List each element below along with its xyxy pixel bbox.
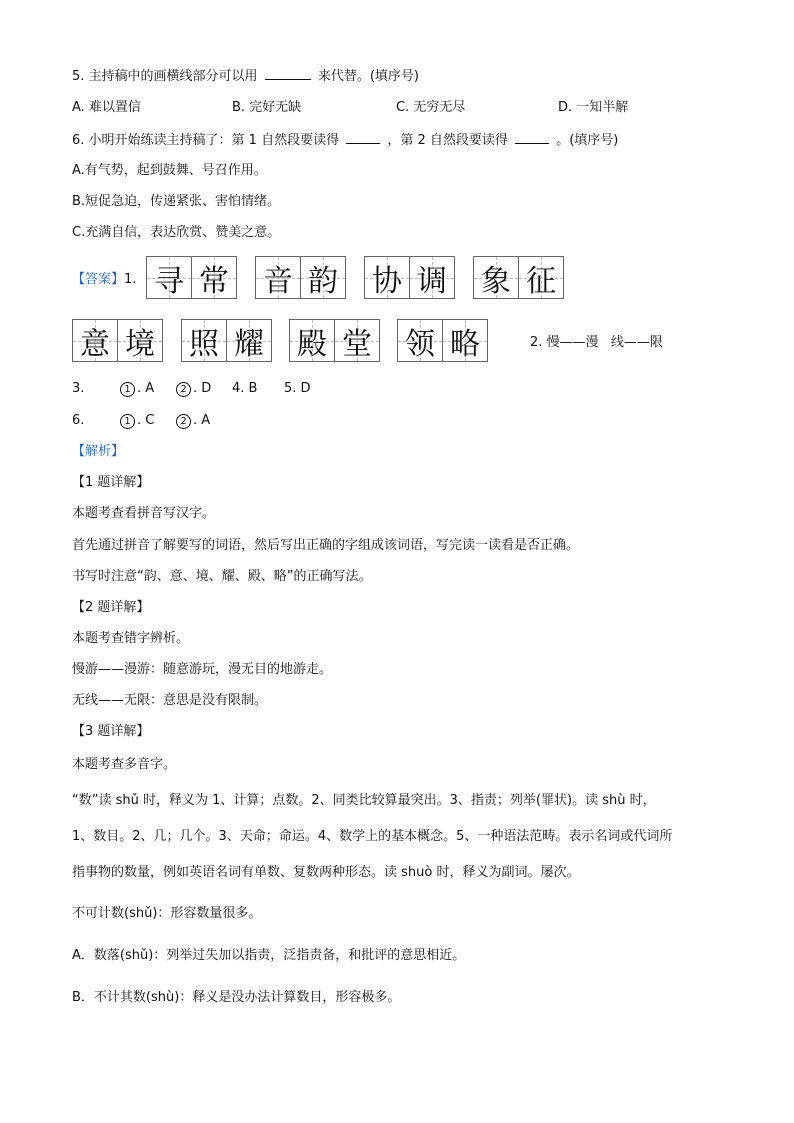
answer-word-6 (181, 319, 272, 362)
char-cell: 领 (398, 320, 443, 361)
answer-q4: 4. B (232, 381, 258, 396)
char-cell: 调 (410, 257, 454, 298)
q5-option-b: B. 完好无缺 (232, 100, 302, 115)
analysis-s3-line: A．数落(shǔ)：列举过失加以指责，泛指责备，和批评的意思相近。 (72, 948, 466, 963)
answer-word-3 (364, 256, 455, 299)
circled-number: 2 (176, 382, 191, 397)
answer-q6-prefix: 6. (72, 413, 85, 428)
analysis-s2-line: 本题考查错字辨析。 (72, 631, 190, 646)
analysis-s3-line: 指事物的数量，例如英语名词有单数、复数两种形态。读 shuò 时，释义为副词。屡次。 (72, 865, 580, 880)
q5-stem (72, 67, 419, 86)
q5-stem-b: 来代替。(填序号) (317, 69, 419, 84)
answer-q2: 2. 慢——漫 线——限 (530, 335, 663, 350)
answer-word-1 (146, 256, 237, 299)
answer-q6-item-2: 2 . A (176, 412, 210, 430)
answer-q6-item-1: 1 . C (120, 412, 154, 430)
char-cell: 境 (118, 320, 162, 361)
q6-stem-c: 。(填序号) (556, 133, 619, 148)
char-cell: 音 (256, 257, 301, 298)
analysis-s2-title: 【2 题详解】 (72, 600, 150, 615)
analysis-s1-line: 首先通过拼音了解要写的词语，然后写出正确的字组成该词语，写完读一读看是否正确。 (72, 538, 580, 553)
char-cell: 堂 (335, 320, 379, 361)
q5-option-d: D. 一知半解 (558, 100, 629, 115)
analysis-s1-title: 【1 题详解】 (72, 475, 150, 490)
answer-q1-prefix: 1. (124, 272, 137, 287)
analysis-s1-line: 本题考查看拼音写汉字。 (72, 506, 216, 521)
q6-option-c: C.充满自信，表达欣赏、赞美之意。 (72, 225, 281, 240)
answer-word-8 (397, 319, 488, 362)
q5-option-c: C. 无穷无尽 (396, 100, 466, 115)
analysis-tag: 【解析】 (72, 444, 125, 459)
char-cell: 协 (365, 257, 410, 298)
analysis-s1-line: 书写时注意“韵、意、境、耀、殿、略”的正确写法。 (72, 569, 372, 584)
analysis-s3-line: B．不计其数(shù)：释义是没办法计算数目，形容极多。 (72, 990, 401, 1005)
answer-q5: 5. D (284, 381, 311, 396)
analysis-s3-title: 【3 题详解】 (72, 724, 150, 739)
q6-option-a: A.有气势，起到鼓舞、号召作用。 (72, 163, 267, 178)
char-cell: 韵 (301, 257, 345, 298)
answer-q3-item-2: 2 . D (176, 380, 211, 398)
char-cell: 征 (519, 257, 563, 298)
answer-heading (72, 271, 136, 289)
q6-blank-1 (346, 131, 380, 144)
answer-q3-item-1: 1 . A (120, 380, 154, 398)
char-cell: 耀 (227, 320, 271, 361)
q6-option-b: B.短促急迫，传递紧张、害怕情绪。 (72, 194, 281, 209)
analysis-s3-line: 不可计数(shǔ)：形容数量很多。 (72, 906, 262, 921)
q6-blank-2 (515, 131, 549, 144)
answer-word-5 (72, 319, 163, 362)
q5-option-a: A. 难以置信 (72, 100, 141, 115)
circled-number: 1 (120, 414, 135, 429)
q6-stem (72, 131, 618, 150)
q5-blank (265, 67, 311, 80)
analysis-s2-line: 无线——无限：意思是没有限制。 (72, 693, 268, 708)
char-cell: 照 (182, 320, 227, 361)
answer-q3-prefix: 3. (72, 381, 85, 396)
answer-word-7 (289, 319, 380, 362)
q6-stem-a: 6. 小明开始练读主持稿了：第 1 自然段要读得 (72, 133, 340, 148)
answer-tag: 【答案】 (72, 272, 125, 287)
circled-number: 2 (176, 414, 191, 429)
char-cell: 象 (474, 257, 519, 298)
analysis-s3-line: 本题考查多音字。 (72, 757, 177, 772)
char-cell: 略 (443, 320, 487, 361)
char-cell: 殿 (290, 320, 335, 361)
analysis-s3-line: 1、数目。2、几；几个。3、天命；命运。4、数学上的基本概念。5、一种语法范畴。表示名词或代词所 (72, 829, 673, 844)
char-cell: 常 (192, 257, 236, 298)
analysis-s3-line: “数”读 shǔ 时，释义为 1、计算；点数。2、同类比较算最突出。3、指责；列举(罪状)。读 shù 时， (72, 793, 656, 808)
answer-word-2 (255, 256, 346, 299)
answer-word-4 (473, 256, 564, 299)
analysis-s2-line: 慢游——漫游：随意游玩，漫无目的地游走。 (72, 662, 333, 677)
char-cell: 意 (73, 320, 118, 361)
q6-stem-b: ，第 2 自然段要读得 (387, 133, 508, 148)
char-cell: 寻 (147, 257, 192, 298)
q5-stem-a: 5. 主持稿中的画横线部分可以用 (72, 69, 258, 84)
circled-number: 1 (120, 382, 135, 397)
